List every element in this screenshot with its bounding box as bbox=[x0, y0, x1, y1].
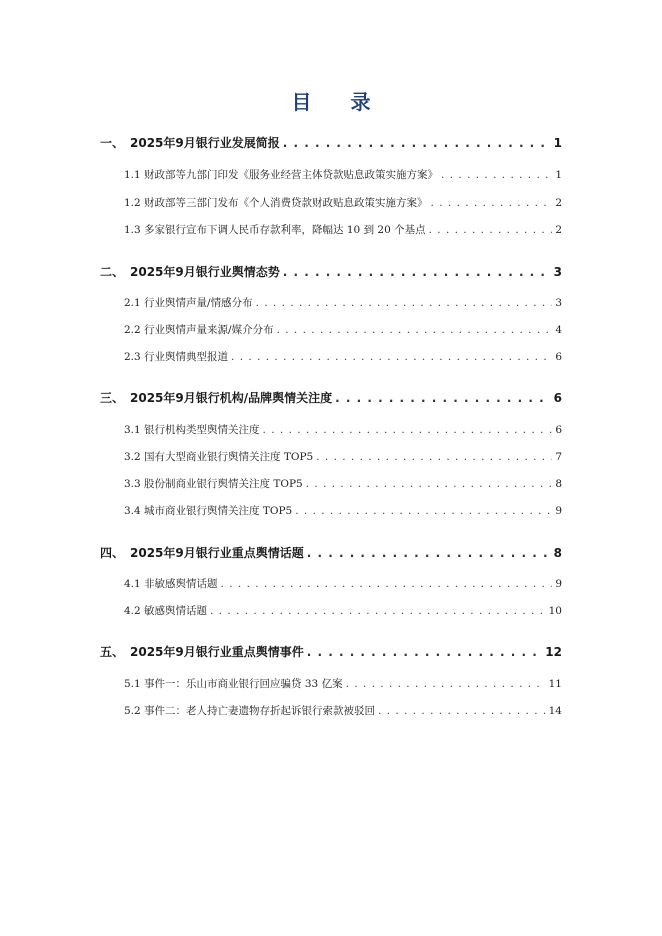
page-number: 10 bbox=[548, 605, 562, 617]
toc-subsection[interactable] bbox=[100, 503, 562, 530]
toc-chapter[interactable] bbox=[100, 263, 562, 285]
page-number: 1 bbox=[553, 136, 562, 150]
dot-leader bbox=[429, 224, 553, 236]
subsection-title: 4.2 敏感舆情话题 bbox=[124, 605, 208, 617]
subsection-title: 3.4 城市商业银行舆情关注度 TOP5 bbox=[124, 505, 293, 517]
chapter-title: 2025年9月银行业重点舆情事件 bbox=[130, 645, 304, 659]
dot-leader bbox=[221, 578, 553, 590]
toc-subsection[interactable] bbox=[100, 195, 562, 222]
page-number: 14 bbox=[548, 705, 562, 717]
chapter-title: 2025年9月银行业发展简报 bbox=[130, 136, 280, 150]
page-number: 9 bbox=[555, 505, 562, 517]
page-number: 2 bbox=[555, 224, 562, 236]
toc-subsection[interactable] bbox=[100, 422, 562, 449]
toc-subsection[interactable] bbox=[100, 295, 562, 322]
chapter-number: 二、 bbox=[100, 265, 125, 279]
dot-leader bbox=[431, 197, 553, 209]
toc-chapter[interactable] bbox=[100, 389, 562, 411]
chapter-number: 一、 bbox=[100, 136, 125, 150]
page-number: 6 bbox=[555, 351, 562, 363]
toc-chapter[interactable] bbox=[100, 134, 562, 156]
page-number: 9 bbox=[555, 578, 562, 590]
toc-subsection[interactable] bbox=[100, 676, 562, 703]
toc-subsection[interactable] bbox=[100, 476, 562, 503]
subsection-title: 1.2 财政部等三部门发布《个人消费贷款财政贴息政策实施方案》 bbox=[124, 197, 428, 209]
dot-leader bbox=[231, 351, 552, 363]
chapter-title: 2025年9月银行业舆情态势 bbox=[130, 265, 280, 279]
dot-leader bbox=[295, 505, 552, 517]
page-number: 8 bbox=[553, 546, 562, 560]
page-number: 4 bbox=[555, 324, 562, 336]
toc-subsection[interactable] bbox=[100, 222, 562, 249]
toc-subsection[interactable] bbox=[100, 449, 562, 476]
subsection-title: 2.3 行业舆情典型报道 bbox=[124, 351, 229, 363]
dot-leader bbox=[346, 678, 546, 690]
dot-leader bbox=[283, 136, 551, 150]
page-number: 12 bbox=[545, 645, 562, 659]
toc-title: 目 录 bbox=[291, 90, 387, 114]
chapter-number: 五、 bbox=[100, 645, 125, 659]
page-number: 11 bbox=[548, 678, 562, 690]
subsection-title: 3.3 股份制商业银行舆情关注度 TOP5 bbox=[124, 478, 303, 490]
subsection-title: 2.1 行业舆情声量/情感分布 bbox=[124, 297, 253, 309]
dot-leader bbox=[210, 605, 546, 617]
toc-subsection[interactable] bbox=[100, 349, 562, 376]
subsection-title: 5.1 事件一：乐山市商业银行回应骗贷 33 亿案 bbox=[124, 678, 343, 690]
page-number: 6 bbox=[553, 391, 562, 405]
toc-subsection[interactable] bbox=[100, 703, 562, 730]
dot-leader bbox=[256, 297, 553, 309]
dot-leader bbox=[316, 451, 552, 463]
subsection-title: 5.2 事件二：老人持亡妻遗物存折起诉银行索款被驳回 bbox=[124, 705, 376, 717]
dot-leader bbox=[307, 645, 543, 659]
chapter-title: 2025年9月银行业重点舆情话题 bbox=[130, 546, 304, 560]
page-number: 3 bbox=[555, 297, 562, 309]
subsection-title: 2.2 行业舆情声量来源/媒介分布 bbox=[124, 324, 274, 336]
subsection-title: 3.2 国有大型商业银行舆情关注度 TOP5 bbox=[124, 451, 314, 463]
subsection-title: 1.3 多家银行宣布下调人民币存款利率，降幅达 10 到 20 个基点 bbox=[124, 224, 426, 236]
chapter-number: 三、 bbox=[100, 391, 125, 405]
subsection-title: 1.1 财政部等九部门印发《服务业经营主体贷款贴息政策实施方案》 bbox=[124, 169, 439, 181]
toc-subsection[interactable] bbox=[100, 167, 562, 194]
page-number: 2 bbox=[555, 197, 562, 209]
page-number: 6 bbox=[555, 424, 562, 436]
page-number: 7 bbox=[555, 451, 562, 463]
dot-leader bbox=[441, 169, 552, 181]
subsection-title: 4.1 非敏感舆情话题 bbox=[124, 578, 218, 590]
dot-leader bbox=[378, 705, 546, 717]
page-number: 8 bbox=[555, 478, 562, 490]
dot-leader bbox=[263, 424, 553, 436]
chapter-title: 2025年9月银行机构/品牌舆情关注度 bbox=[130, 391, 333, 405]
subsection-title: 3.1 银行机构类型舆情关注度 bbox=[124, 424, 260, 436]
dot-leader bbox=[306, 478, 553, 490]
dot-leader bbox=[277, 324, 553, 336]
toc-subsection[interactable] bbox=[100, 576, 562, 603]
toc-subsection[interactable] bbox=[100, 603, 562, 630]
page-number: 1 bbox=[555, 169, 562, 181]
toc-chapter[interactable] bbox=[100, 544, 562, 566]
dot-leader bbox=[307, 546, 551, 560]
dot-leader bbox=[335, 391, 551, 405]
toc-subsection[interactable] bbox=[100, 322, 562, 349]
page-number: 3 bbox=[553, 265, 562, 279]
toc-chapter[interactable] bbox=[100, 643, 562, 665]
dot-leader bbox=[283, 265, 551, 279]
chapter-number: 四、 bbox=[100, 546, 125, 560]
